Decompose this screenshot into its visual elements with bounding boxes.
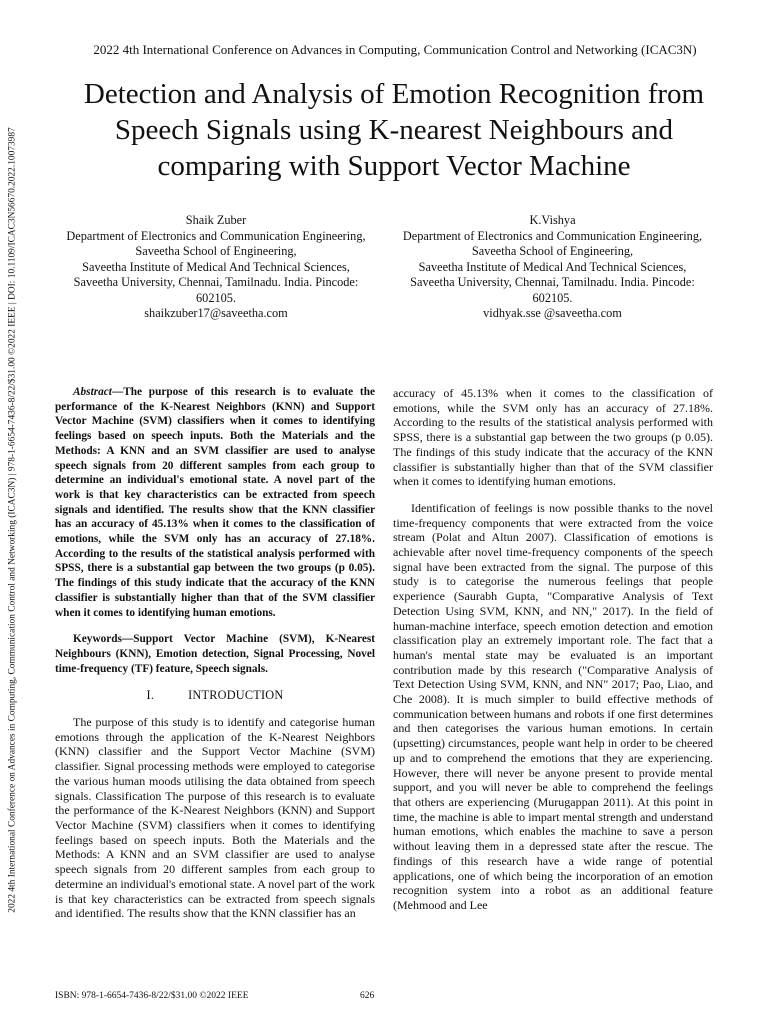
author-block-1 (52, 213, 380, 322)
abstract-label: Abstract (73, 386, 112, 398)
author-institute: Saveetha Institute of Medical And Technical Sciences, (418, 259, 687, 274)
author-school: Saveetha School of Engineering, (135, 244, 297, 258)
right-column (393, 386, 713, 925)
intro-paragraph: The purpose of this study is to identify and categorise human emotions through the application of the K-Nearest Neighbors (KNN) classifier and the Support Vector Machine (SVM) classifier. Signal processing methods were employed to categorise the various human moods utilising the data obtained from speech signals. Classification The purpose of this research is to evaluate the performance of the K-Nearest Neighbors (KNN) and Support Vector Machine (SVM) classifiers when it comes to identifying feelings based on speech inputs. Both the Materials and the Methods: A KNN and an SVM classifier are used to analyse speech signals from 20 different samples from each group to determine an individual's emotional state. A novel part of the work is that key characteristics can be extracted from speech signals and identified. The results show that the KNN classifier has an (55, 715, 375, 921)
author-department: Department of Electronics and Communication Engineering, (66, 228, 366, 243)
author-address: Saveetha University, Chennai, Tamilnadu. India. Pincode: (410, 275, 695, 289)
author-institute: Saveetha Institute of Medical And Technical Sciences, (82, 259, 350, 274)
author-address: Saveetha University, Chennai, Tamilnadu. India. Pincode: (73, 275, 359, 289)
page-number: 626 (360, 991, 375, 1001)
footer-isbn: ISBN: 978-1-6654-7436-8/22/$31.00 ©2022 IEEE (55, 991, 249, 1001)
paper-title (30, 76, 758, 184)
abstract-text: —The purpose of this research is to evaluate the performance of the K-Nearest Neighbors (KNN) and Support Vector Machine (SVM) classifiers when it comes to identifying feelings based on speech inputs. Both the Materials and the Methods: A KNN and an SVM classifier are used to analyse speech signals from 20 different samples from each group to determine an individual's emotional state. A novel part of the work is that key characteristics can be extracted from speech signals and identified. The results show that the KNN classifier has an accuracy of 45.13% when it comes to the classification of emotions, while the SVM only has an accuracy of 27.18%. According to the results of the statistical analysis performed with SPSS, there is a substantial gap between the two groups (p 0.05). The findings of this study indicate that the accuracy of the KNN classifier is substantially higher than that of the SVM classifier when it comes to identifying human emotions. (55, 386, 375, 619)
abstract-paragraph (55, 385, 375, 620)
left-column (55, 385, 375, 933)
author-school: Saveetha School of Engineering, (471, 244, 634, 258)
conference-header: 2022 4th International Conference on Advances in Computing, Communication Control and Networking (ICAC3N) (93, 42, 697, 57)
title-line: comparing with Support Vector Machine (157, 150, 631, 182)
author-pincode: 602105. (532, 290, 573, 305)
section-heading-introduction (55, 688, 375, 703)
doi-sidebar (6, 70, 20, 970)
author-email[interactable]: vidhyak.sse @saveetha.com (483, 306, 622, 320)
author-pincode: 602105. (196, 290, 236, 305)
body-paragraph: accuracy of 45.13% when it comes to the classification of emotions, while the SVM only has an accuracy of 27.18%. According to the results of the statistical analysis performed with SPSS, there is a substantial gap between the two groups (p 0.05). The findings of this study indicate that the accuracy of the KNN classifier is substantially higher than that of the SVM classifier when it comes to identifying human emotions. (393, 386, 713, 489)
title-line: Detection and Analysis of Emotion Recognition from (83, 78, 705, 110)
author-name: Shaik Zuber (185, 213, 247, 227)
section-number: I. (146, 688, 155, 703)
author-name: K.Vishya (529, 213, 576, 227)
keywords-paragraph: Keywords—Support Vector Machine (SVM), K-Nearest Neighbours (KNN), Emotion detection, Signal Processing, Novel time-frequency (TF) feature, Speech signals. (55, 633, 375, 675)
title-line: Speech Signals using K-nearest Neighbours and (114, 114, 674, 146)
author-email[interactable]: shaikzuber17@saveetha.com (144, 306, 288, 320)
doi-sidebar-text: 2022 4th International Conference on Advances in Computing, Communication Control and Networking (ICAC3N) | 978-1-6654-7436-8/22/$31.00 ©2022 IEEE | DOI: 10.1109/ICAC3N56670.2022.10073987 (8, 127, 18, 913)
author-department: Department of Electronics and Communication Engineering, (402, 228, 703, 243)
author-block-2 (390, 213, 715, 322)
section-title: INTRODUCTION (188, 688, 284, 703)
body-paragraph: Identification of feelings is now possible thanks to the novel time-frequency components that were extracted from the voice stream (Polat and Altun 2007). Classification of emotions is achievable after novel time-frequency components of the speech signal have been extracted from the signal. The purpose of this study is to categorise the numerous feelings that people experience (Saurabh Gupta, "Comparative Analysis of Text Detection Using SVM, KNN, and NN," 2017). In the field of human-machine interface, speech emotion detection and emotion classification play an extremely important role. The fact that a human's mental state may be evaluated is an important contribution made by this research ("Comparative Analysis of Text Detection Using SVM, KNN, and NN" 2017; Pao, Liao, and Che 2008). It is much simpler to build effective methods of communication between humans and robots if one first determines and then categorises the various human emotions. In certain (upsetting) circumstances, people want help in order to be cheered up and to comprehend the emotions that they are experiencing. However, there will never be anyone present to provide mental support, and you will never be able to comprehend the feelings that others are experiencing (Murugappan 2011). At this point in time, the machine is able to impart mental strength and understand human emotions, which enables the machine to save a person without leaving them in a depressed state after the rescue. The findings of this research have a wide range of potential applications, one of which being the incorporation of an emotion recognition system into a robot as an additional feature (Mehmood and Lee (393, 500, 713, 912)
